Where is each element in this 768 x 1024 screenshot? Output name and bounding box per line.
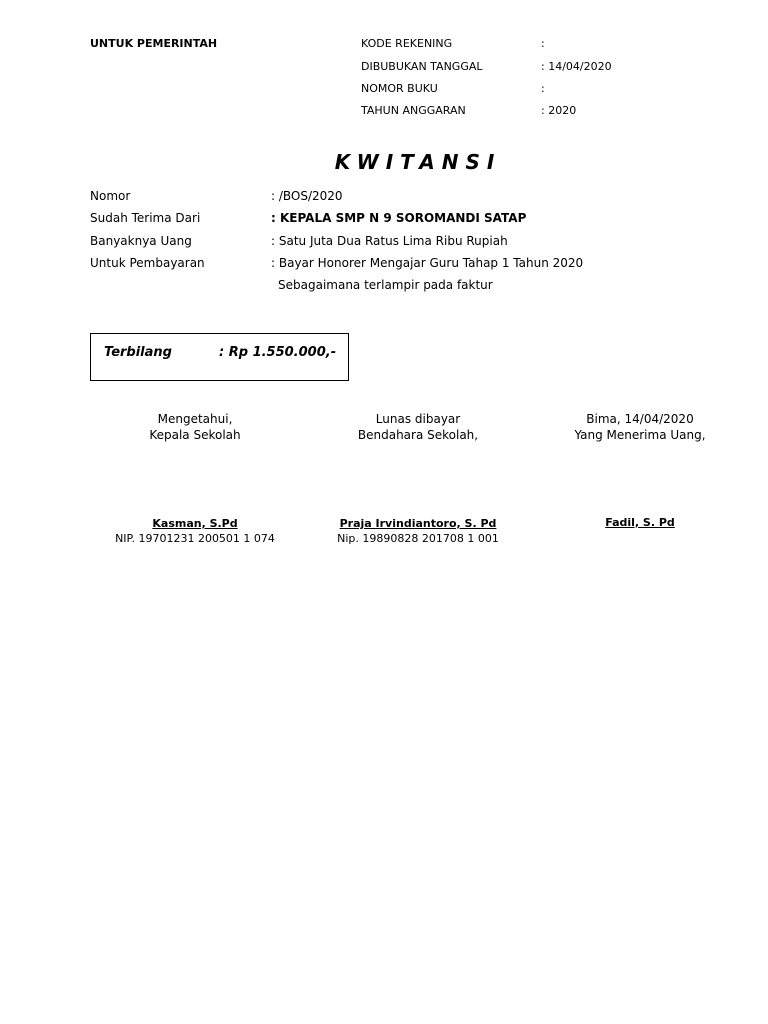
amount-words-value: : Satu Juta Dua Ratus Lima Ribu Rupiah <box>271 234 508 248</box>
number-value: : /BOS/2020 <box>271 189 343 203</box>
signature-left-line2: Kepala Sekolah <box>149 428 241 442</box>
number-label: Nomor <box>90 189 131 203</box>
received-from-label: Sudah Terima Dari <box>90 211 201 225</box>
signature-middle-name: Praja Irvindiantoro, S. Pd <box>339 517 497 530</box>
signature-middle-line1: Lunas dibayar <box>375 412 461 426</box>
account-code-label: KODE REKENING <box>361 37 453 50</box>
amount-box <box>90 333 349 381</box>
budget-year-label: TAHUN ANGGARAN <box>361 104 466 117</box>
signature-right-line2: Yang Menerima Uang, <box>574 428 706 442</box>
received-from-value: : KEPALA SMP N 9 SOROMANDI SATAP <box>271 211 527 225</box>
signature-left-nip: NIP. 19701231 200501 1 074 <box>115 532 275 545</box>
payment-note: Sebagaimana terlampir pada faktur <box>278 278 493 292</box>
amount-label: Terbilang <box>104 345 172 360</box>
page-title: KWITANSI <box>334 150 502 174</box>
payment-for-label: Untuk Pembayaran <box>90 256 205 270</box>
book-number-label: NOMOR BUKU <box>361 82 438 95</box>
budget-year-value: : 2020 <box>541 104 577 117</box>
book-number-value: : <box>541 82 545 95</box>
opened-date-value: : 14/04/2020 <box>541 60 612 73</box>
signature-right-name: Fadil, S. Pd <box>605 516 675 529</box>
signature-middle-nip: Nip. 19890828 201708 1 001 <box>337 532 499 545</box>
payment-for-value: : Bayar Honorer Mengajar Guru Tahap 1 Tahun 2020 <box>271 256 584 270</box>
signature-left-line1: Mengetahui, <box>157 412 233 426</box>
account-code-value: : <box>541 37 545 50</box>
signature-left-name: Kasman, S.Pd <box>152 517 238 530</box>
amount-value: : Rp 1.550.000,- <box>219 345 337 360</box>
opened-date-label: DIBUBUKAN TANGGAL <box>361 60 483 73</box>
signature-right-line1: Bima, 14/04/2020 <box>586 412 694 426</box>
recipient-heading: UNTUK PEMERINTAH <box>90 37 218 50</box>
amount-words-label: Banyaknya Uang <box>90 234 192 248</box>
signature-middle-line2: Bendahara Sekolah, <box>357 428 479 442</box>
